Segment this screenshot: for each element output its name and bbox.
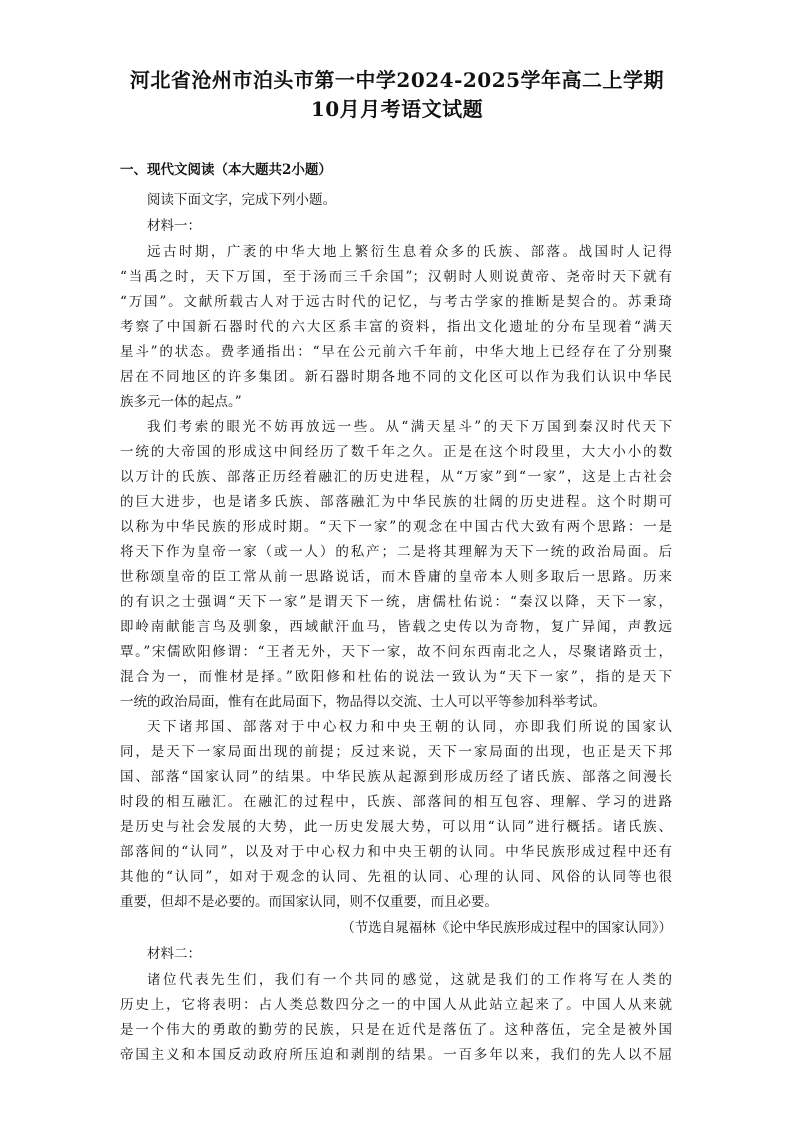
text-line: 即岭南献能言鸟及驯象，西域献汗血马，皆载之史传以为奇物，复广异闻，声教远 [120,619,672,635]
text-line: 我们考索的眼光不妨再放远一些。从“满天星斗”的天下万国到秦汉时代天下 [147,419,672,435]
text-line: 居在不同地区的许多集团。新石器时期各地不同的文化区可以作为我们认识中华民 [120,369,672,385]
text-line: 同，是天下一家局面出现的前提；反过来说，天下一家局面的出现，也正是天下邦 [120,744,672,760]
text-line: 时段的相互融汇。在融汇的过程中，氏族、部落间的相互包容、理解、学习的进路 [120,794,672,810]
text-line: 天下诸邦国、部落对于中心权力和中央王朝的认同，亦即我们所说的国家认 [147,719,672,735]
text-line: “当禹之时，天下万国，至于汤而三千余国”；汉朝时人则说黄帝、尧帝时天下就有 [120,269,672,285]
title-line-2: 10月月考语文试题 [310,97,484,121]
text-line: 是历史与社会发展的大势，此一历史发展大势，可以用“认同”进行概括。诸氏族、 [120,819,672,835]
text-line: 以万计的氏族、部落正历经着融汇的历史进程，从“万家”到“一家”，这是上古社会 [120,469,672,485]
text-line: 帝国主义和本国反动政府所压迫和剥削的结果。一百多年以来，我们的先人以不屈 [120,1047,672,1063]
text-line: 族多元一体的起点。” [120,394,242,410]
text-line: 是一个伟大的勇敢的勤劳的民族，只是在近代是落伍了。这种落伍，完全是被外国 [120,1022,672,1038]
text-line: 一统的政治局面，惟有在此局面下，物品得以交流、士人可以平等参加科举考试。 [120,694,606,710]
text-line: 诸位代表先生们，我们有一个共同的感觉，这就是我们的工作将写在人类的 [147,972,672,988]
text-line: 覃。”宋儒欧阳修谓：“王者无外，天下一家，故不问东西南北之人，尽聚诸路贡士， [120,644,672,660]
text-line: 世称颂皇帝的臣工常从前一思路说话，而木昏庸的皇帝本人则多取后一思路。历来 [120,569,672,585]
material-1-label: 材料一： [147,218,201,234]
section-heading: 一、现代文阅读（本大题共2小题） [120,162,332,178]
source-citation: （节选自晁福林《论中华民族形成过程中的国家认同》） [341,920,672,936]
text-line: 将天下作为皇帝一家（或一人）的私产；二是将其理解为天下一统的政治局面。后 [120,544,672,560]
text-line: “万国”。文献所载古人对于远古时代的记忆，与考古学家的推断是契合的。苏秉琦 [120,294,672,310]
text-line: 部落间的“认同”，以及对于中心权力和中央王朝的认同。中华民族形成过程中还有 [120,844,672,860]
text-line: 远古时期，广袤的中华大地上繁衍生息着众多的氏族、部落。战国时人记得 [147,244,672,260]
text-line: 国、部落“国家认同”的结果。中华民族从起源到形成历经了诸氏族、部落之间漫长 [120,769,672,785]
text-line: 的巨大进步，也是诸多氏族、部落融汇为中华民族的壮阔的历史进程。这个时期可 [120,494,672,510]
text-line: 历史上，它将表明：占人类总数四分之一的中国人从此站立起来了。中国人从来就 [120,997,672,1013]
text-line: 重要，但却不是必要的。而国家认同，则不仅重要，而且必要。 [120,894,498,910]
text-line: 的有识之士强调“天下一家”是谓天下一统，唐儒杜佑说：“秦汉以降，天下一家， [120,594,672,610]
text-line: 考察了中国新石器时代的六大区系丰富的资料，指出文化遗址的分布呈现着“满天 [120,319,672,335]
document-title [90,66,704,124]
text-line: 星斗”的状态。费孝通指出：“早在公元前六千年前，中华大地上已经存在了分别聚 [120,344,672,360]
text-line: 以称为中华民族的形成时期。“天下一家”的观念在中国古代大致有两个思路：一是 [120,519,672,535]
material-2-label: 材料二： [147,946,201,962]
instruction: 阅读下面文字，完成下列小题。 [147,192,336,208]
text-line: 混合为一，而惟材是择。”欧阳修和杜佑的说法一致认为“天下一家”，指的是天下 [120,669,672,685]
title-line-1: 河北省沧州市泊头市第一中学2024-2025学年高二上学期 [129,68,665,92]
text-line: 其他的“认同”，如对于观念的认同、先祖的认同、心理的认同、风俗的认同等也很 [120,869,672,885]
text-line: 一统的大帝国的形成这中间经历了数千年之久。正是在这个时段里，大大小小的数 [120,444,672,460]
